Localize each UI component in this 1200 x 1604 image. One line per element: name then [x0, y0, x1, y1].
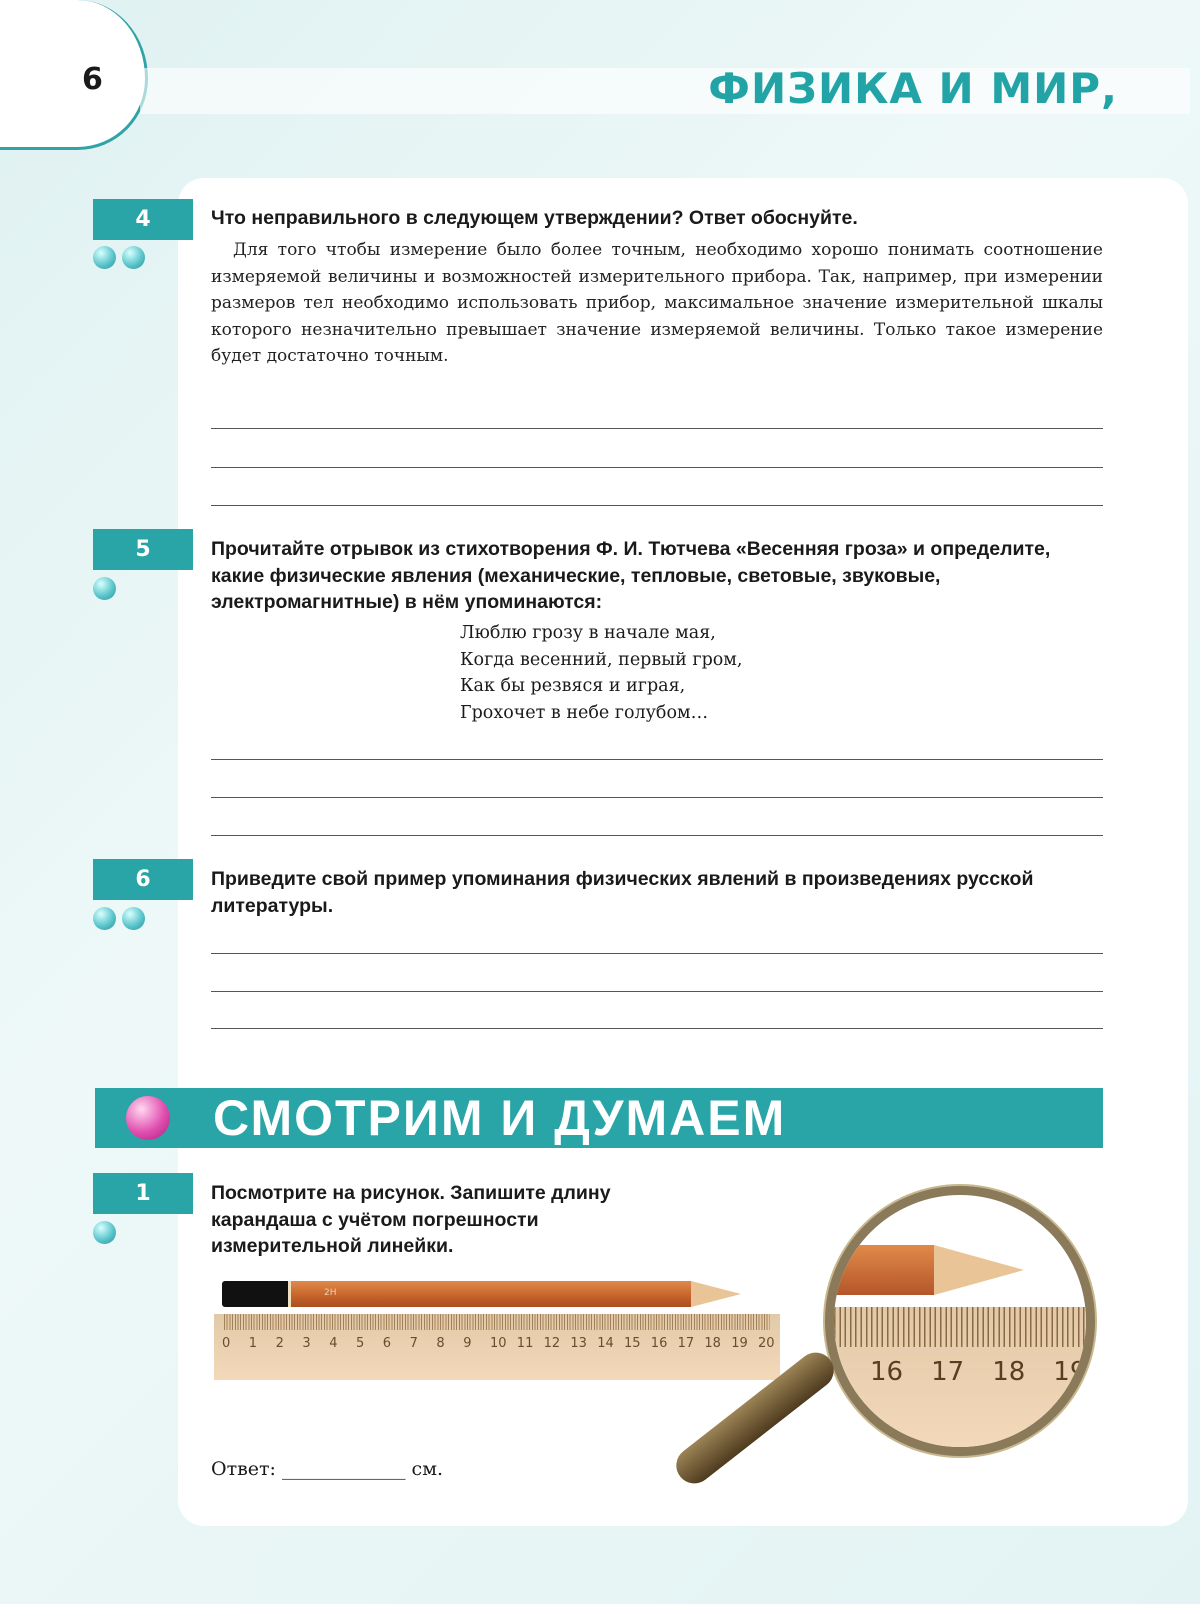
ruler-number: 14	[597, 1336, 614, 1351]
answer-line[interactable]	[211, 797, 1103, 798]
magnified-number: 19	[1053, 1357, 1087, 1387]
ruler-number: 16	[650, 1336, 668, 1351]
ruler-number: 1	[248, 1336, 258, 1351]
poem-line: Как бы резвяся и играя,	[460, 676, 686, 696]
pink-ball-icon	[126, 1096, 170, 1140]
ruler-number: 6	[382, 1336, 392, 1351]
poem	[460, 620, 742, 726]
answer-line[interactable]	[211, 428, 1103, 429]
ruler-number: 3	[302, 1336, 311, 1351]
pencil-label: 2H	[324, 1288, 337, 1298]
ruler-number: 19	[731, 1336, 748, 1351]
ruler-number: 15	[624, 1336, 641, 1351]
answer-line[interactable]	[211, 835, 1103, 836]
magnified-number: 16	[870, 1357, 904, 1387]
section-title: СМОТРИМ И ДУМАЕМ	[213, 1090, 787, 1146]
ruler-number: 8	[436, 1336, 445, 1351]
answer-line[interactable]	[211, 467, 1103, 468]
answer-line[interactable]	[211, 759, 1103, 760]
magnifier-image	[825, 1186, 1095, 1456]
answer-line[interactable]	[211, 953, 1103, 954]
difficulty-dot-icon	[122, 907, 145, 930]
page-number: 6	[82, 62, 103, 97]
ruler-number: 0	[222, 1336, 231, 1351]
ruler-image	[214, 1314, 780, 1380]
magnified-number: 18	[992, 1357, 1026, 1387]
poem-line: Люблю грозу в начале мая,	[460, 623, 716, 643]
task-number-badge: 6	[93, 859, 193, 900]
ruler-number: 9	[463, 1336, 472, 1351]
difficulty-dot-icon	[122, 246, 145, 269]
ruler-number: 18	[704, 1336, 721, 1351]
ruler-number: 7	[409, 1336, 418, 1351]
ruler-number: 12	[543, 1336, 561, 1351]
task-question: Прочитайте отрывок из стихотворения Ф. И. Тютчева «Весенняя гроза» и определите, какие физические явления (механические, тепловые, световые, звуковые, электромагнитные) в нём упоминаются:	[211, 538, 1051, 613]
difficulty-dots	[93, 907, 145, 930]
answer-label: Ответ:	[211, 1458, 276, 1480]
task-number-badge: 4	[93, 199, 193, 240]
difficulty-dot-icon	[93, 246, 116, 269]
ruler-number: 20	[758, 1336, 775, 1351]
magnified-scale	[870, 1357, 1086, 1387]
task-question: Посмотрите на рисунок. Запишите длину карандаша с учётом погрешности измерительной линейки.	[211, 1182, 611, 1257]
difficulty-dots	[93, 1221, 116, 1244]
task-text: Для того чтобы измерение было более точным, необходимо хорошо понимать соотношение измеряемой величины и возможностей измерительного прибора. Так, например, при измерении размеров тел необходимо использовать прибор, максимальное значение измерительной шкалы которого незначительно превышает значение измеряемой величины. Только такое измерение будет достаточно точным.	[211, 240, 1103, 366]
difficulty-dots	[93, 246, 145, 269]
difficulty-dots	[93, 577, 116, 600]
difficulty-dot-icon	[93, 1221, 116, 1244]
answer-line[interactable]	[211, 991, 1103, 992]
chapter-title: ФИЗИКА И МИР,	[708, 64, 1118, 113]
task-number-badge: 5	[93, 529, 193, 570]
difficulty-dot-icon	[93, 577, 116, 600]
pencil-image	[222, 1281, 742, 1307]
page-number-circle	[0, 0, 148, 150]
answer-line[interactable]	[211, 1028, 1103, 1029]
ruler-number: 5	[356, 1336, 365, 1351]
task-question: Что неправильного в следующем утверждении? Ответ обоснуйте.	[211, 207, 858, 229]
ruler-number: 17	[677, 1336, 695, 1351]
ruler-number: 10	[490, 1336, 507, 1351]
ruler-number: 11	[516, 1336, 534, 1351]
poem-line: Когда весенний, первый гром,	[460, 649, 743, 670]
answer-line[interactable]	[211, 505, 1103, 506]
poem-line: Грохочет в небе голубом…	[460, 702, 709, 723]
task-question: Приведите свой пример упоминания физических явлений в произведениях русской литературы.	[211, 868, 1034, 917]
ruler-number: 4	[329, 1336, 338, 1351]
difficulty-dot-icon	[93, 907, 116, 930]
magnified-number: 17	[931, 1357, 965, 1387]
answer-row	[211, 1458, 443, 1480]
answer-unit: см.	[411, 1458, 444, 1480]
ruler-number: 13	[570, 1336, 587, 1351]
ruler-number: 2	[275, 1336, 284, 1351]
task-number-badge: 1	[93, 1173, 193, 1214]
answer-blank[interactable]: _____________	[282, 1458, 406, 1480]
